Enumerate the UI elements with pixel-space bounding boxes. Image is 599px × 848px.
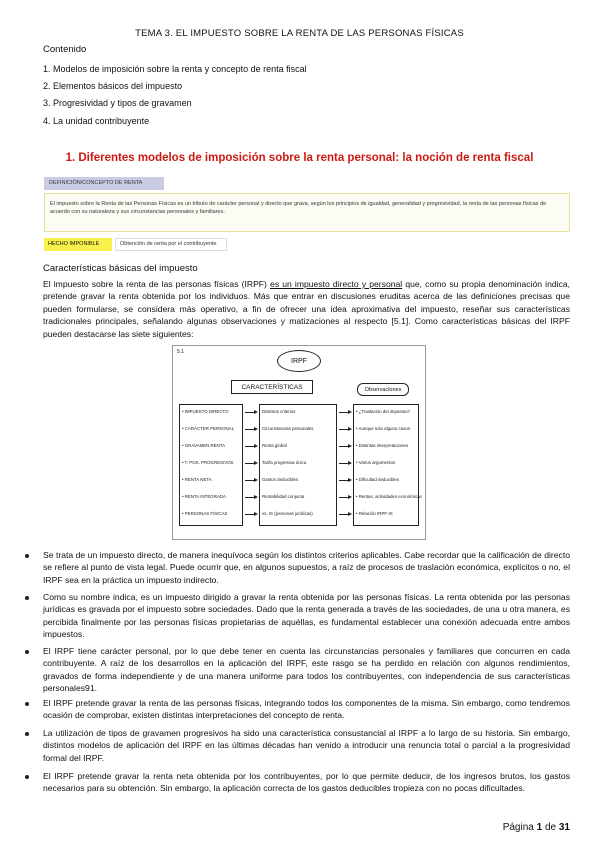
arrow-icon xyxy=(245,514,255,515)
figure-characteristic: • T. POS. PROGRESIVOS xyxy=(182,460,234,465)
list-item xyxy=(25,697,570,722)
arrow-icon xyxy=(339,429,349,430)
section-heading: 1. Diferentes modelos de imposición sobre la renta personal: la noción de renta fiscal xyxy=(65,152,534,164)
middle-column xyxy=(259,404,337,526)
arrow-icon xyxy=(245,446,255,447)
characteristics-box: CARACTERÍSTICAS xyxy=(231,380,313,394)
observations-box: Observaciones xyxy=(357,383,409,396)
list-item xyxy=(25,770,570,807)
figure-observation: • Dificultad deducibles xyxy=(356,477,400,482)
figure-observation: • Varios argumentos xyxy=(356,460,396,465)
bullet-icon xyxy=(25,596,29,600)
arrow-icon xyxy=(339,463,349,464)
definition-label: DEFINICIÓN/CONCEPTO DE RENTA xyxy=(44,177,164,190)
right-column xyxy=(353,404,419,526)
figure-observation: • Rentas, actividades económicas xyxy=(356,494,422,499)
intro-underlined: es un impuesto directo y personal xyxy=(270,279,403,289)
figure-observation: • Relación IRPF-IS xyxy=(356,511,393,516)
hecho-imponible-label: HECHO IMPONIBLE xyxy=(44,238,112,251)
figure-characteristic: • GRAVAMEN RENTA xyxy=(182,443,226,448)
figure-observation: • Distintas interpretaciones xyxy=(356,443,409,448)
list-item-text: Se trata de un impuesto directo, de manera inequívoca según los distintos criterios aplicables. Cabe recordar que la calificación de directo se refiere al punto de vista legal. Puede ocurrir que, en algunos supuestos, a raíz de procesos de traslación económica, explícitos o no, el IRPF sea en la práctica un impuesto indirecto. xyxy=(43,550,570,585)
list-item-text: Como su nombre indica, es un impuesto dirigido a gravar la renta obtenida por las personas físicas. La renta obtenida por las personas jurídicas es gravada por el impuesto sobre sociedades. Dado que la renta generada a través de las sociedades, de una u otra manera, es percibida finalmente por las personas físicas propietarias de aquéllas, es fundamental establecer una conexión adecuada entre ambos impuestos. xyxy=(43,592,570,640)
figure-characteristic: • CARÁCTER PERSONAL xyxy=(182,426,235,431)
arrow-icon xyxy=(245,412,255,413)
figure-title: IRPF xyxy=(277,350,321,372)
bullet-icon xyxy=(25,554,29,558)
list-item-text: La utilización de tipos de gravamen progresivos ha sido una característica consustancial al IRPF a lo largo de su historia. Sin embargo, distintos modelos de aplicación del IRPF en las últimas décadas han venido a introducir una renuncia total o parcial a la progresividad formal del IRPF. xyxy=(43,728,570,763)
bullet-icon xyxy=(25,732,29,736)
arrow-icon xyxy=(245,480,255,481)
figure-detail: Distintos criterios xyxy=(262,409,296,414)
list-item-text: El IRPF tiene carácter personal, por lo que debe tener en cuenta las circunstancias personales y familiares que concurren en cada contribuyente. A raíz de los desarrollos en la aplicación del IRPF, este rasgo se ha perdido en relación con algunos rendimientos, gravados de forma independiente y de una manera uniforme para todos los contribuyentes, con independencia de sus características personales91. xyxy=(43,646,570,694)
characteristics-heading: Características básicas del impuesto xyxy=(43,263,198,274)
arrow-icon xyxy=(339,446,349,447)
list-item xyxy=(25,645,570,695)
intro-text: El impuesto sobre la renta de las personas físicas (IRPF) xyxy=(43,279,271,289)
arrow-icon xyxy=(245,429,255,430)
figure-detail: Circunstancias personales xyxy=(262,426,314,431)
arrow-icon xyxy=(339,514,349,515)
document-title: TEMA 3. EL IMPUESTO SOBRE LA RENTA DE LAS PERSONAS FÍSICAS xyxy=(135,28,464,39)
toc-item: 3. Progresividad y tipos de gravamen xyxy=(43,98,192,108)
toc-item: 1. Modelos de imposición sobre la renta y concepto de renta fiscal xyxy=(43,64,307,74)
arrow-icon xyxy=(245,463,255,464)
list-item xyxy=(25,727,570,764)
list-item xyxy=(25,549,570,586)
left-column xyxy=(179,404,243,526)
definition-text: El impuesto sobre la Renta de las Personas Físicas es un tributo de carácter personal y directo que grava, según los principios de igualdad, generalidad y progresividad, la renta de las personas físicas de acuerdo con su naturaleza y sus circunstancias personales y familiares. xyxy=(50,201,547,215)
hecho-imponible-value: Obtención de renta por el contribuyente xyxy=(115,238,227,251)
footer-page: 1 xyxy=(536,822,543,833)
figure-detail: Renta global xyxy=(262,443,287,448)
arrow-icon xyxy=(339,497,349,498)
list-item-text: El IRPF pretende gravar la renta de las personas físicas, integrando todos los componentes de la misma. Sin embargo, como tendremos ocasión de comprobar, existen distintas interpretaciones del concepto de renta. xyxy=(43,698,570,721)
intro-text-cont: que, como su propia denominación indica, pretende gravar la renta obtenida por los individuos. Más que entrar en discusiones eruditas acerca de las definiciones precisas que pueden formularse, se considera más operativo, a fin de ofrecer una idea aproximativa del impuesto, reseñar sus características tradicionales principales, señalando algunas observaciones y matizaciones al respecto [5.1]. Como características básicas del IRPF pueden destacarse las siete siguientes: xyxy=(43,279,570,339)
arrow-icon xyxy=(339,412,349,413)
figure-observation: • Aunque solo alguno casos xyxy=(356,426,411,431)
figure-detail: Gastos deducibles xyxy=(262,477,299,482)
toc-item: 2. Elementos básicos del impuesto xyxy=(43,81,183,91)
arrow-icon xyxy=(339,480,349,481)
list-item-text: El IRPF pretende gravar la renta neta obtenida por los contribuyentes, por lo que permite deducir, de los ingresos brutos, los gastos necesarios para su obtención. Sin embargo, la aplicación correcta de los gastos deducibles tropieza con no pocas dificultades. xyxy=(43,771,570,794)
footer-of: de xyxy=(544,822,557,833)
toc-item: 4. La unidad contribuyente xyxy=(43,116,150,126)
list-item xyxy=(25,591,570,641)
arrow-icon xyxy=(245,497,255,498)
figure-detail: Tarifa progresiva única xyxy=(262,460,307,465)
bullet-icon xyxy=(25,650,29,654)
footer-prefix: Página xyxy=(502,822,534,833)
bullet-icon xyxy=(25,702,29,706)
figure-characteristic: • PERSONAS FÍSICAS xyxy=(182,511,228,516)
figure-characteristic: • IMPUESTO DIRECTO xyxy=(182,409,229,414)
figure-detail: Rentabilidad conjunta xyxy=(262,494,305,499)
intro-paragraph xyxy=(43,278,570,340)
figure-number: 5.1 xyxy=(177,349,184,355)
figure-characteristic: • RENTA NETA xyxy=(182,477,212,482)
irpf-figure xyxy=(172,345,426,540)
contents-heading: Contenido xyxy=(43,44,87,55)
figure-observation: • ¿Traslación del impuesto? xyxy=(356,409,411,414)
figure-characteristic: • RENTA INTEGRADA xyxy=(182,494,226,499)
definition-box xyxy=(44,193,570,232)
figure-detail: vs. IS (personas jurídicas) xyxy=(262,511,313,516)
footer-total: 31 xyxy=(558,822,570,833)
page-footer xyxy=(503,822,570,833)
bullet-icon xyxy=(25,775,29,779)
